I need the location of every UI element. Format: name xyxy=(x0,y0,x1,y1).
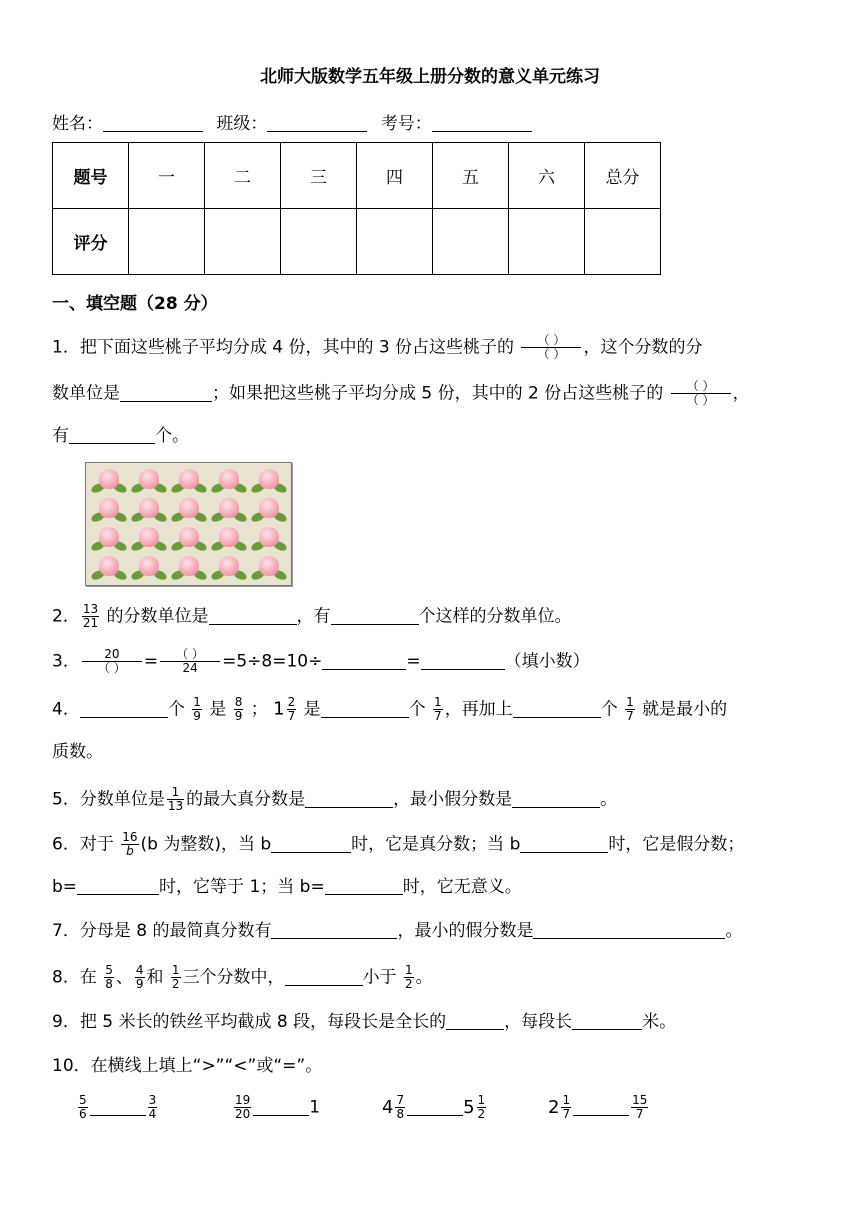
fraction-blank[interactable]: 20 （ ） xyxy=(82,648,142,675)
fraction: $\frac{1}{13}$ xyxy=(167,785,184,813)
answer-blank[interactable] xyxy=(533,920,725,939)
answer-blank[interactable] xyxy=(253,1097,309,1116)
answer-blank[interactable] xyxy=(573,1097,629,1116)
question-2: 2． $\frac{13}{21}$ 的分数单位是 ，有 个这样的分数单位。 xyxy=(52,602,572,630)
compare-item-3: 4 $\frac{7}{8}$ 5 $\frac{1}{2}$ xyxy=(382,1093,486,1121)
compare-item-4: 2 $\frac{1}{7}$ $\frac{15}{7}$ xyxy=(548,1093,648,1121)
answer-blank[interactable] xyxy=(271,920,397,939)
score-cell[interactable] xyxy=(509,209,585,275)
peaches-image xyxy=(85,462,292,586)
score-cell[interactable] xyxy=(129,209,205,275)
question-9: 9．把 5 米长的铁丝平均截成 8 段，每段长是全长的 ，每段长 米。 xyxy=(52,1012,677,1032)
answer-blank[interactable] xyxy=(90,1097,146,1116)
peach-icon xyxy=(214,469,244,493)
peach-icon xyxy=(134,469,164,493)
answer-blank[interactable] xyxy=(322,651,406,670)
peach-icon xyxy=(214,498,244,522)
answer-blank[interactable] xyxy=(446,1011,504,1030)
score-table-score-row xyxy=(53,209,661,275)
answer-blank[interactable] xyxy=(512,789,600,808)
fraction: $\frac{1}{2}$ xyxy=(404,963,413,991)
peach-icon xyxy=(134,556,164,580)
fraction: $\frac{1}{2}$ xyxy=(171,963,180,991)
peach-icon xyxy=(254,527,284,551)
answer-blank[interactable] xyxy=(285,967,363,986)
question-5: 5．分数单位是 $\frac{1}{13}$ 的最大真分数是 ，最小假分数是 。 xyxy=(52,785,618,813)
fraction: $\frac{4}{9}$ xyxy=(135,963,144,991)
peach-icon xyxy=(174,556,204,580)
answer-blank[interactable] xyxy=(271,834,351,853)
fraction: $\frac{13}{21}$ xyxy=(82,602,99,630)
question-6-line-1: 6．对于 $\frac{16}{b}$ (b 为整数)，当 b 时，它是真分数；当 b 时，它是假分数； xyxy=(52,830,745,858)
question-6-line-2: b= 时，它等于 1；当 b= 时，它无意义。 xyxy=(52,877,522,897)
answer-blank[interactable] xyxy=(305,789,393,808)
score-cell[interactable] xyxy=(205,209,281,275)
answer-blank[interactable] xyxy=(407,1097,463,1116)
compare-item-2: $\frac{19}{20}$ 1 xyxy=(235,1093,321,1121)
answer-blank[interactable] xyxy=(421,651,505,670)
fraction: $\frac{5}{8}$ xyxy=(105,963,113,991)
compare-item-1: $\frac{5}{6}$ $\frac{3}{4}$ xyxy=(79,1093,157,1121)
fraction: $\frac{8}{9}$ xyxy=(234,695,243,723)
score-table xyxy=(52,142,661,275)
answer-blank[interactable] xyxy=(520,834,608,853)
answer-blank[interactable] xyxy=(120,383,212,402)
peach-icon xyxy=(174,498,204,522)
peach-icon xyxy=(174,527,204,551)
answer-blank[interactable] xyxy=(69,425,155,444)
mixed-number: 1 $\frac{2}{7}$ xyxy=(273,695,296,723)
question-7: 7．分母是 8 的最简真分数有 ，最小的假分数是 。 xyxy=(52,921,743,941)
answer-blank[interactable] xyxy=(321,699,409,718)
answer-blank[interactable] xyxy=(80,699,168,718)
peach-icon xyxy=(94,469,124,493)
section-heading: 一、填空题（28 分） xyxy=(52,294,218,314)
fraction: $\frac{1}{7}$ xyxy=(626,695,634,723)
score-cell[interactable] xyxy=(281,209,357,275)
score-cell[interactable] xyxy=(585,209,661,275)
fraction-blank[interactable]: （ ） 24 xyxy=(160,648,220,675)
exam-label: 考号： xyxy=(380,114,432,134)
answer-blank[interactable] xyxy=(325,876,403,895)
peach-icon xyxy=(254,469,284,493)
exam-blank[interactable] xyxy=(432,113,532,132)
peach-icon xyxy=(134,527,164,551)
name-label: 姓名： xyxy=(52,114,103,134)
fraction-blank[interactable]: （ ） （ ） xyxy=(521,334,581,361)
answer-blank[interactable] xyxy=(77,876,159,895)
peach-icon xyxy=(254,556,284,580)
score-cell[interactable] xyxy=(433,209,509,275)
score-header-cell: 总分 xyxy=(585,143,661,209)
peach-icon xyxy=(214,527,244,551)
fraction: $\frac{16}{b}$ xyxy=(122,830,138,858)
student-info-row xyxy=(52,109,540,134)
score-header-cell: 一 xyxy=(129,143,205,209)
question-4-line-2: 质数。 xyxy=(52,742,103,762)
score-header-cell: 题号 xyxy=(53,143,129,209)
fraction-blank[interactable]: （ ） （ ） xyxy=(671,380,731,407)
fraction: $\frac{1}{7}$ xyxy=(434,695,442,723)
score-cell[interactable] xyxy=(357,209,433,275)
class-blank[interactable] xyxy=(267,113,367,132)
peach-icon xyxy=(94,527,124,551)
score-header-cell: 二 xyxy=(205,143,281,209)
answer-blank[interactable] xyxy=(513,699,601,718)
answer-blank[interactable] xyxy=(572,1011,642,1030)
peach-icon xyxy=(174,469,204,493)
answer-blank[interactable] xyxy=(331,606,419,625)
peach-icon xyxy=(214,556,244,580)
class-label: 班级： xyxy=(216,114,268,134)
fraction: $\frac{1}{9}$ xyxy=(193,695,201,723)
score-table-header-row xyxy=(53,143,661,209)
score-header-cell: 四 xyxy=(357,143,433,209)
score-header-cell: 六 xyxy=(509,143,585,209)
question-10: 10．在横线上填上“>”“<”或“=”。 xyxy=(52,1056,323,1076)
name-blank[interactable] xyxy=(103,113,203,132)
peach-icon xyxy=(254,498,284,522)
peach-icon xyxy=(134,498,164,522)
question-8: 8．在 $\frac{5}{8}$ 、 $\frac{4}{9}$ 和 $\frac{1}{2}$ 三个分数中， 小于 $\frac{1}{2}$ 。 xyxy=(52,963,433,991)
score-header-cell: 五 xyxy=(433,143,509,209)
question-3: 3． 20 （ ） = （ ） 24 =5÷8=10÷ = （填小数） xyxy=(52,647,590,675)
score-row-label: 评分 xyxy=(53,209,129,275)
score-header-cell: 三 xyxy=(281,143,357,209)
peach-icon xyxy=(94,556,124,580)
question-1-line-2: 数单位是 ；如果把这些桃子平均分成 5 份，其中的 2 份占这些桃子的 （ ） （ ） ， xyxy=(52,379,750,407)
peach-icon xyxy=(94,498,124,522)
question-1-line-1: 1．把下面这些桃子平均分成 4 份，其中的 3 份占这些桃子的 （ ） （ ） ，这个分数的分 xyxy=(52,333,703,361)
answer-blank[interactable] xyxy=(209,606,297,625)
question-1-line-3: 有 个。 xyxy=(52,426,189,446)
page-title: 北师大版数学五年级上册分数的意义单元练习 xyxy=(260,67,600,87)
question-4-line-1: 4． 个 $\frac{1}{9}$ 是 $\frac{8}{9}$ ； 1 $\frac{2}{7}$ 是 个 $\frac{1}{7}$ ，再加上 个 $\frac{1}{7}$ 就是最小的 xyxy=(52,695,728,723)
